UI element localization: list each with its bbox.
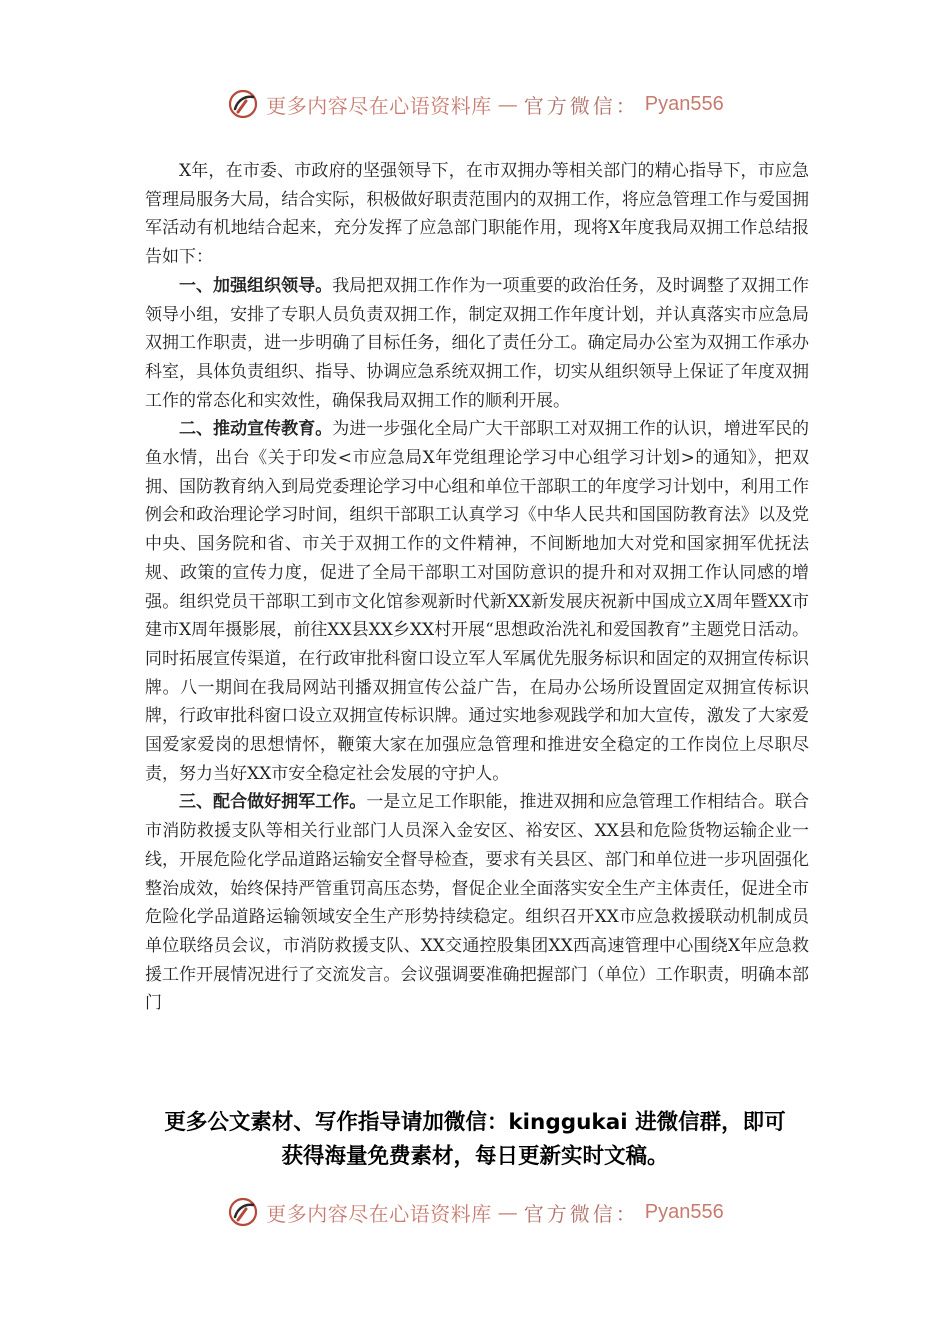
watermark-label: 官方微信： bbox=[523, 93, 639, 118]
promo-line-1: 更多公文素材、写作指导请加微信：kinggukai 进微信群，即可 bbox=[164, 1110, 786, 1135]
watermark-footer bbox=[0, 1192, 950, 1232]
watermark-account: Pyan556 bbox=[644, 1200, 724, 1223]
section-heading-2: 二、推动宣传教育。 bbox=[179, 419, 333, 440]
section-text-2: 为进一步强化全局广大干部职工对双拥工作的认识，增进军民的鱼水情，出台《关于印发<市应急局X年党组理论学习中心组学习计划>的通知》，把双拥、国防教育纳入到局党委理论学习中心组和单位干部职工的年度学习计划中，利用工作例会和政治理论学习时间，组织干部职工认真学习《中华人民共和国国防教育法》以及党中央、国务院和省、市关于双拥工作的文件精神，不间断地加大对党和国家拥军优抚法规、政策的宣传力度，促进了全局干部职工对国防意识的提升和对双拥工作认同感的增强。组织党员干部职工到市文化馆参观新时代新XX新发展庆祝新中国成立X周年暨XX市建市X周年摄影展，前往XX县XX乡XX村开展“思想政治洗礼和爱国教育”主题党日活动。同时拓展宣传渠道，在行政审批科窗口设立军人军属优先服务标识和固定的双拥宣传标识牌。八一期间在我局网站刊播双拥宣传公益广告，在局办公场所设置固定双拥宣传标识牌，行政审批科窗口设立双拥宣传标识牌。通过实地参观践学和加大宣传，激发了大家爱国爱家爱岗的思想情怀，鞭策大家在加强应急管理和推进安全稳定的工作岗位上尽职尽责，努力当好XX市安全稳定社会发展的守护人。 bbox=[145, 419, 809, 784]
document-body bbox=[145, 157, 809, 1018]
section-paragraph-2 bbox=[145, 415, 809, 788]
brush-logo-icon bbox=[226, 1195, 260, 1229]
section-text-3: 一是立足工作职能，推进双拥和应急管理工作相结合。联合市消防救援支队等相关行业部门人员深入金安区、裕安区、XX县和危险货物运输企业一线，开展危险化学品道路运输安全督导检查，要求有关县区、部门和单位进一步巩固强化整治成效，始终保持严管重罚高压态势，督促企业全面落实安全生产主体责任，促进全市危险化学品道路运输领域安全生产形势持续稳定。组织召开XX市应急救援联动机制成员单位联络员会议，市消防救援支队、XX交通控股集团XX西高速管理中心围绕X年应急救援工作开展情况进行了交流发言。会议强调要准确把握部门（单位）工作职责，明确本部门 bbox=[145, 792, 810, 1014]
promo-line-2: 获得海量免费素材，每日更新实时文稿。 bbox=[281, 1144, 669, 1169]
watermark-header bbox=[0, 84, 950, 124]
watermark-separator: — bbox=[497, 1200, 518, 1224]
section-heading-1: 一、加强组织领导。 bbox=[179, 275, 333, 296]
section-paragraph-1 bbox=[145, 272, 809, 416]
section-heading-3: 三、配合做好拥军工作。 bbox=[179, 792, 367, 813]
watermark-label: 官方微信： bbox=[523, 1201, 639, 1226]
section-paragraph-3 bbox=[145, 788, 809, 1018]
watermark-account: Pyan556 bbox=[644, 92, 724, 115]
watermark-separator: — bbox=[497, 92, 518, 116]
promo-banner bbox=[0, 1106, 950, 1174]
intro-paragraph: X年，在市委、市政府的坚强领导下，在市双拥办等相关部门的精心指导下，市应急管理局服务大局，结合实际，积极做好职责范围内的双拥工作，将应急管理工作与爱国拥军活动有机地结合起来，充分发挥了应急部门职能作用，现将X年度我局双拥工作总结报告如下： bbox=[145, 161, 809, 268]
watermark-text: 更多内容尽在心语资料库 bbox=[266, 1201, 492, 1226]
brush-logo-icon bbox=[226, 87, 260, 121]
watermark-text: 更多内容尽在心语资料库 bbox=[266, 93, 492, 118]
section-text-1: 我局把双拥工作作为一项重要的政治任务，及时调整了双拥工作领导小组，安排了专职人员负责双拥工作，制定双拥工作年度计划，并认真落实市应急局双拥工作职责，进一步明确了目标任务，细化了责任分工。确定局办公室为双拥工作承办科室，具体负责组织、指导、协调应急系统双拥工作，切实从组织领导上保证了年度双拥工作的常态化和实效性，确保我局双拥工作的顺利开展。 bbox=[145, 275, 809, 411]
